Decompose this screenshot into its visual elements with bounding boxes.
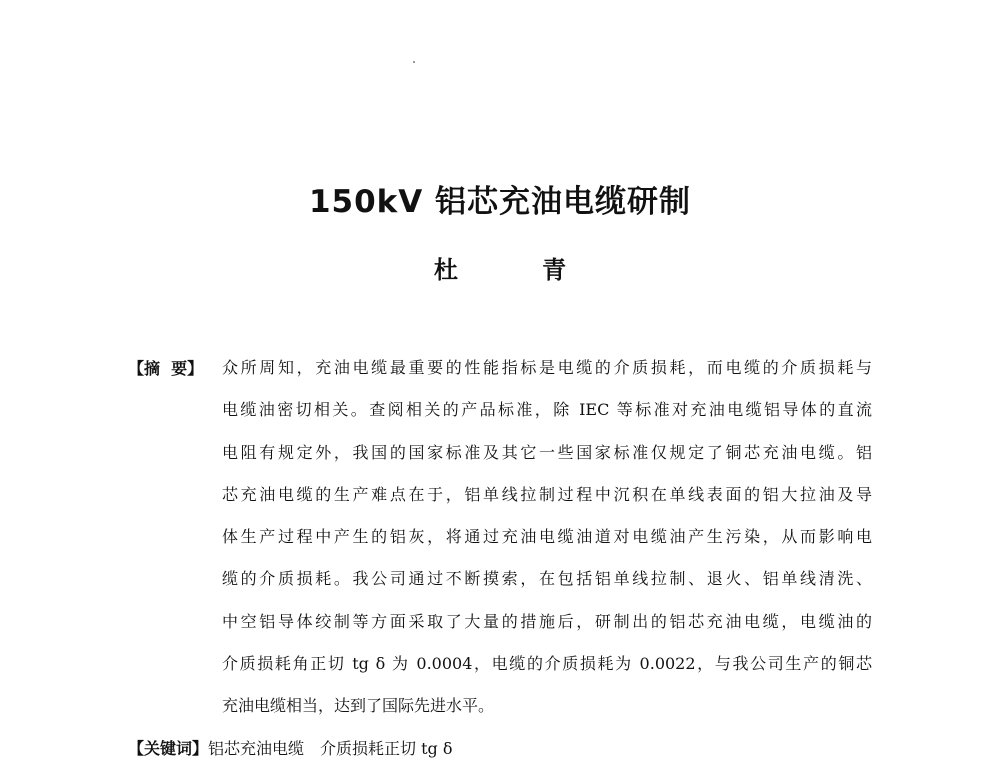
abstract-line: 体生产过程中产生的铝灰，将通过充油电缆油道对电缆油产生污染，从而影响电	[222, 527, 872, 547]
abstract-line: 电缆油密切相关。查阅相关的产品标准，除 IEC 等标准对充油电缆铝导体的直流	[222, 400, 872, 420]
abstract-label: 【摘 要】	[128, 359, 204, 378]
abstract-line: 介质损耗角正切 tg δ 为 0.0004，电缆的介质损耗为 0.0022，与我公司生产的铜芯	[222, 654, 872, 674]
abstract-line: 充油电缆相当，达到了国际先进水平。	[222, 696, 495, 716]
keywords-label: 【关键词】	[128, 739, 209, 758]
abstract-line: 中空铝导体绞制等方面采取了大量的措施后，研制出的铝芯充油电缆，电缆油的	[222, 611, 872, 631]
keywords-row	[128, 736, 453, 759]
abstract-line: 芯充油电缆的生产难点在于，铝单线拉制过程中沉积在单线表面的铝大拉油及导	[222, 484, 872, 504]
keywords-value: 铝芯充油电缆 介质损耗正切 tg δ	[208, 739, 453, 758]
scan-speck	[413, 61, 415, 63]
abstract-body	[222, 356, 872, 737]
abstract-line: 缆的介质损耗。我公司通过不断摸索，在包括铝单线拉制、退火、铝单线清洗、	[222, 569, 872, 589]
abstract-line: 电阻有规定外，我国的国家标准及其它一些国家标准仅规定了铜芯充油电缆。铝	[222, 442, 872, 462]
abstract-line: 众所周知，充油电缆最重要的性能指标是电缆的介质损耗，而电缆的介质损耗与	[222, 358, 872, 377]
paper-title: 150kV 铝芯充油电缆研制	[308, 184, 692, 220]
paper-author: 杜 青	[433, 255, 605, 284]
